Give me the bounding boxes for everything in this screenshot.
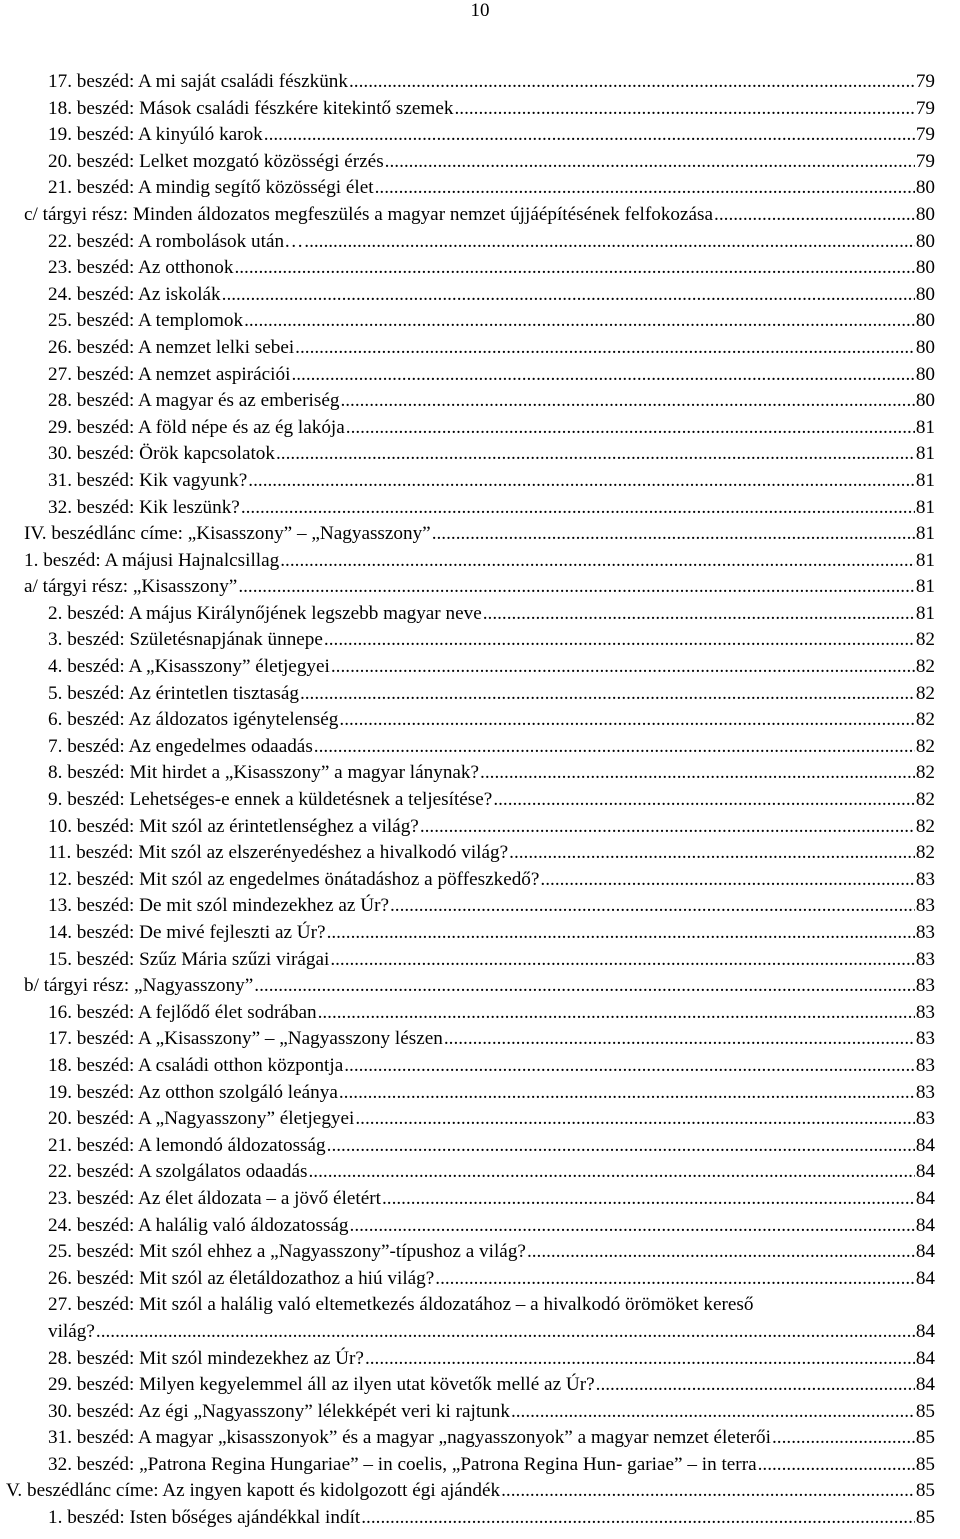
toc-entry[interactable] (0, 1106, 960, 1133)
toc-entry[interactable] (0, 229, 960, 256)
toc-entry[interactable] (0, 1080, 960, 1107)
toc-entry-row (24, 973, 935, 1000)
toc-entry-row (48, 681, 935, 708)
dot-leader (390, 893, 915, 920)
table-of-contents (0, 69, 960, 1532)
toc-entry-row (48, 1000, 935, 1027)
toc-entry-row (48, 1266, 935, 1293)
toc-entry-page: 81 (915, 469, 935, 491)
toc-entry-title: 18. beszéd: A családi otthon központja (48, 1054, 344, 1076)
toc-entry-title: 25. beszéd: Mit szól ehhez a „Nagyasszony”-típushoz a világ? (48, 1241, 526, 1263)
toc-entry-page: 84 (915, 1214, 935, 1236)
toc-entry-title: 4. beszéd: A „Kisasszony” életjegyei (48, 656, 330, 678)
toc-entry-row (48, 495, 935, 522)
toc-entry-title: 15. beszéd: Szűz Mária szűzi virágai (48, 948, 330, 970)
toc-entry-row (48, 814, 935, 841)
dot-leader (480, 760, 915, 787)
toc-entry[interactable] (0, 1133, 960, 1160)
dot-leader (340, 388, 914, 415)
toc-entry-row (48, 1346, 935, 1373)
dot-leader (365, 1346, 915, 1373)
toc-entry-page: 84 (915, 1187, 935, 1209)
toc-entry[interactable] (0, 69, 960, 96)
toc-entry-title: 25. beszéd: A templomok (48, 310, 244, 332)
toc-entry-page: 81 (915, 576, 935, 598)
toc-entry-row (48, 601, 935, 628)
toc-entry[interactable] (0, 627, 960, 654)
toc-entry-title: 18. beszéd: Mások családi fészkére kitekintő szemek (48, 97, 454, 119)
toc-entry[interactable] (0, 1478, 960, 1505)
toc-entry-page: 84 (915, 1374, 935, 1396)
toc-entry-row (48, 122, 935, 149)
dot-leader (350, 1213, 915, 1240)
toc-entry-page: 84 (915, 1241, 935, 1263)
toc-entry[interactable] (0, 175, 960, 202)
toc-entry-row (48, 734, 935, 761)
toc-entry-title: 19. beszéd: A kinyúló karok (48, 124, 263, 146)
toc-entry-title: 7. beszéd: Az engedelmes odaadás (48, 735, 313, 757)
toc-entry-row (48, 760, 935, 787)
toc-entry[interactable] (0, 548, 960, 575)
toc-entry-row (48, 1213, 935, 1240)
dot-leader (444, 1026, 915, 1053)
toc-entry-page: 84 (915, 1267, 935, 1289)
toc-entry-page: 80 (915, 177, 935, 199)
toc-entry-title: 31. beszéd: Kik vagyunk? (48, 469, 248, 491)
dot-leader (385, 149, 915, 176)
toc-entry-row (48, 229, 935, 256)
toc-entry-page: 80 (915, 203, 935, 225)
toc-entry-row (48, 840, 935, 867)
toc-entry-page: 81 (915, 602, 935, 624)
dot-leader (244, 308, 915, 335)
toc-entry-row (48, 654, 935, 681)
toc-entry-page: 81 (915, 416, 935, 438)
dot-leader (509, 840, 915, 867)
toc-entry[interactable] (0, 654, 960, 681)
toc-entry-page: 82 (915, 656, 935, 678)
dot-leader (344, 1053, 915, 1080)
dot-leader (483, 601, 915, 628)
toc-entry[interactable] (0, 308, 960, 335)
toc-entry-page: 80 (915, 310, 935, 332)
toc-entry-title: 6. beszéd: Az áldozatos igénytelenség (48, 709, 339, 731)
dot-leader (254, 973, 915, 1000)
toc-entry-row (48, 1239, 935, 1266)
toc-entry[interactable] (0, 867, 960, 894)
toc-entry-page: 79 (915, 124, 935, 146)
toc-entry-page: 84 (915, 1347, 935, 1369)
dot-leader (714, 202, 915, 229)
dot-leader (331, 654, 915, 681)
toc-entry-page: 82 (915, 629, 935, 651)
toc-entry-title: 19. beszéd: Az otthon szolgáló leánya (48, 1081, 338, 1103)
dot-leader (327, 1133, 915, 1160)
toc-entry-title: 32. beszéd: Kik leszünk? (48, 496, 240, 518)
dot-leader (493, 787, 915, 814)
toc-entry-page: 80 (915, 230, 935, 252)
toc-entry-row (48, 468, 935, 495)
dot-leader (375, 175, 915, 202)
toc-entry-page: 84 (915, 1134, 935, 1156)
dot-leader (772, 1425, 915, 1452)
toc-entry[interactable] (0, 415, 960, 442)
toc-entry[interactable] (0, 149, 960, 176)
toc-entry-row (48, 947, 935, 974)
toc-entry-row (48, 1133, 935, 1160)
dot-leader (339, 1080, 915, 1107)
toc-entry-title: 23. beszéd: Az élet áldozata – a jövő életért (48, 1187, 381, 1209)
toc-entry-row (48, 149, 935, 176)
toc-entry[interactable] (0, 1266, 960, 1293)
toc-entry-row (48, 1159, 935, 1186)
toc-entry-row (48, 627, 935, 654)
toc-entry-title: 9. beszéd: Lehetséges-e ennek a küldetésnek a teljesítése? (48, 789, 493, 811)
toc-entry[interactable] (0, 734, 960, 761)
dot-leader (454, 96, 914, 123)
toc-entry-page: 84 (915, 1161, 935, 1183)
toc-entry-row (48, 441, 935, 468)
toc-entry-row (48, 335, 935, 362)
toc-entry-title: 2. beszéd: A május Királynőjének legszebb magyar neve (48, 602, 482, 624)
dot-leader (330, 947, 915, 974)
toc-entry-page: 83 (915, 975, 935, 997)
toc-entry-title: 24. beszéd: Az iskolák (48, 283, 221, 305)
dot-leader (346, 415, 915, 442)
toc-entry-page: 83 (915, 1108, 935, 1130)
toc-entry-title: 22. beszéd: A rombolások után… (48, 230, 304, 252)
toc-entry[interactable] (0, 574, 960, 601)
toc-entry-row (48, 388, 935, 415)
dot-leader (318, 1000, 915, 1027)
toc-entry-row (48, 308, 935, 335)
toc-entry-title: 8. beszéd: Mit hirdet a „Kisasszony” a magyar lánynak? (48, 762, 480, 784)
toc-entry-title: 5. beszéd: Az érintetlen tisztaság (48, 682, 299, 704)
toc-entry-row (48, 96, 935, 123)
toc-entry[interactable] (0, 282, 960, 309)
toc-entry[interactable] (0, 521, 960, 548)
toc-entry-title: 11. beszéd: Mit szól az elszerényedéshez a hivalkodó világ? (48, 842, 509, 864)
dot-leader (309, 1159, 915, 1186)
toc-entry[interactable] (0, 760, 960, 787)
toc-entry-title: 32. beszéd: „Patrona Regina Hungariae” – in coelis, „Patrona Regina Hun- gariae” – in terra (48, 1453, 757, 1475)
toc-entry-row (48, 920, 935, 947)
toc-entry[interactable] (0, 96, 960, 123)
toc-entry-page: 82 (915, 709, 935, 731)
page-number: 10 (470, 0, 490, 21)
toc-entry-title: 27. beszéd: A nemzet aspirációi (48, 363, 291, 385)
toc-entry[interactable] (0, 1292, 960, 1319)
dot-leader (314, 734, 915, 761)
dot-leader (291, 362, 914, 389)
toc-entry-title: 1. beszéd: A májusi Hajnalcsillag (24, 549, 280, 571)
toc-entry[interactable] (0, 707, 960, 734)
toc-entry[interactable] (0, 1186, 960, 1213)
toc-entry[interactable] (0, 1346, 960, 1373)
dot-leader (511, 1399, 915, 1426)
toc-entry[interactable] (0, 202, 960, 229)
toc-entry[interactable] (0, 1053, 960, 1080)
toc-entry-page: 80 (915, 283, 935, 305)
dot-leader (96, 1319, 915, 1346)
toc-entry-title: V. beszédlánc címe: Az ingyen kapott és kidolgozott égi ajándék (6, 1480, 501, 1502)
toc-entry-row (48, 867, 935, 894)
toc-entry-title: 21. beszéd: A mindig segítő közösségi élet (48, 177, 374, 199)
toc-entry-row (48, 1372, 935, 1399)
dot-leader (264, 122, 915, 149)
toc-entry-title: világ? (48, 1320, 95, 1342)
toc-entry-page: 85 (915, 1400, 935, 1422)
toc-entry[interactable] (0, 1159, 960, 1186)
toc-entry-title: 22. beszéd: A szolgálatos odaadás (48, 1161, 308, 1183)
dot-leader (327, 920, 915, 947)
toc-entry-row (48, 893, 935, 920)
toc-entry-row (48, 1452, 935, 1479)
toc-entry[interactable] (0, 335, 960, 362)
toc-entry-row (48, 1080, 935, 1107)
toc-entry-row (6, 1478, 935, 1505)
toc-entry-row (48, 1186, 935, 1213)
toc-entry-title: 26. beszéd: Mit szól az életáldozathoz a hiú világ? (48, 1267, 435, 1289)
toc-entry-row (48, 707, 935, 734)
toc-entry[interactable] (0, 1213, 960, 1240)
dot-leader (304, 229, 915, 256)
toc-entry[interactable] (0, 1319, 960, 1346)
toc-entry-row (48, 1319, 935, 1346)
toc-entry-page: 85 (915, 1427, 935, 1449)
toc-entry-title: b/ tárgyi rész: „Nagyasszony” (24, 975, 254, 997)
toc-entry[interactable] (0, 1372, 960, 1399)
dot-leader (234, 255, 914, 282)
toc-entry-page: 83 (915, 1001, 935, 1023)
dot-leader (280, 548, 915, 575)
toc-entry-title: 28. beszéd: A magyar és az emberiség (48, 390, 340, 412)
toc-entry[interactable] (0, 601, 960, 628)
toc-entry-title: 1. beszéd: Isten bőséges ajándékkal indít (48, 1507, 361, 1529)
toc-entry[interactable] (0, 441, 960, 468)
toc-entry-page: 80 (915, 390, 935, 412)
toc-entry[interactable] (0, 840, 960, 867)
dot-leader (758, 1452, 915, 1479)
toc-entry-row (48, 787, 935, 814)
toc-entry-row (48, 415, 935, 442)
toc-entry-title: 29. beszéd: A föld népe és az ég lakója (48, 416, 345, 438)
toc-entry-page: 85 (915, 1480, 935, 1502)
toc-entry-page: 85 (915, 1507, 935, 1529)
toc-entry-page: 83 (915, 948, 935, 970)
dot-leader (435, 1266, 915, 1293)
dot-leader (432, 521, 915, 548)
toc-entry-row (48, 362, 935, 389)
toc-entry[interactable] (0, 1000, 960, 1027)
dot-leader (300, 681, 915, 708)
toc-entry[interactable] (0, 388, 960, 415)
toc-entry-page: 82 (915, 735, 935, 757)
toc-entry-row (48, 69, 935, 96)
toc-entry-page: 79 (915, 97, 935, 119)
toc-entry-page: 83 (915, 922, 935, 943)
toc-entry-page: 82 (915, 682, 935, 704)
toc-entry[interactable] (0, 1026, 960, 1053)
toc-entry-title: 24. beszéd: A halálig való áldozatosság (48, 1214, 349, 1236)
toc-entry-title: IV. beszédlánc címe: „Kisasszony” – „Nagyasszony” (24, 523, 431, 545)
toc-entry-row (48, 1292, 935, 1319)
dot-leader (324, 627, 915, 654)
dot-leader (339, 707, 914, 734)
toc-entry-page: 82 (915, 842, 935, 864)
toc-entry-title: 30. beszéd: Az égi „Nagyasszony” lélekképét veri ki rajtunk (48, 1400, 510, 1422)
toc-entry[interactable] (0, 973, 960, 1000)
toc-entry-title: 14. beszéd: De mivé fejleszti az Úr? (48, 922, 326, 943)
toc-entry[interactable] (0, 1399, 960, 1426)
toc-entry[interactable] (0, 1239, 960, 1266)
toc-entry-title: 17. beszéd: A mi saját családi fészkünk (48, 71, 348, 92)
toc-entry[interactable] (0, 787, 960, 814)
toc-entry-title: 28. beszéd: Mit szól mindezekhez az Úr? (48, 1347, 364, 1369)
dot-leader (355, 1106, 914, 1133)
toc-entry-title: 27. beszéd: Mit szól a halálig való eltemetkezés áldozatához – a hivalkodó örömöket kereső (48, 1294, 754, 1316)
toc-entry[interactable] (0, 681, 960, 708)
dot-leader (222, 282, 915, 309)
toc-entry-title: a/ tárgyi rész: „Kisasszony” (24, 576, 238, 598)
dot-leader (361, 1505, 915, 1532)
toc-entry-page: 80 (915, 363, 935, 385)
toc-entry-page: 85 (915, 1453, 935, 1475)
toc-entry-row (48, 1425, 935, 1452)
dot-leader (501, 1478, 915, 1505)
dot-leader (420, 814, 915, 841)
toc-entry-title: 12. beszéd: Mit szól az engedelmes önátadáshoz a pöffeszkedő? (48, 868, 540, 890)
toc-entry-page: 82 (915, 762, 935, 784)
toc-entry-title: 21. beszéd: A lemondó áldozatosság (48, 1134, 326, 1156)
toc-entry-page: 79 (915, 71, 935, 92)
toc-entry-title: 10. beszéd: Mit szól az érintetlenséghez a világ? (48, 815, 419, 837)
toc-entry-row (24, 574, 935, 601)
dot-leader (540, 867, 914, 894)
toc-entry-page: 81 (915, 496, 935, 518)
toc-entry[interactable] (0, 893, 960, 920)
toc-entry[interactable] (0, 1505, 960, 1532)
toc-entry-row (24, 521, 935, 548)
toc-entry-title: 17. beszéd: A „Kisasszony” – „Nagyasszony lészen (48, 1028, 443, 1050)
toc-entry-row (48, 1106, 935, 1133)
toc-entry-page: 83 (915, 868, 935, 890)
dot-leader (238, 574, 915, 601)
dot-leader (382, 1186, 915, 1213)
toc-entry-page: 79 (915, 150, 935, 172)
toc-entry-title: 3. beszéd: Születésnapjának ünnepe (48, 629, 323, 651)
toc-entry[interactable] (0, 920, 960, 947)
toc-entry-title: 20. beszéd: Lelket mozgató közösségi érzés (48, 150, 384, 172)
toc-entry-page: 81 (915, 523, 935, 545)
toc-entry-title: 23. beszéd: Az otthonok (48, 257, 234, 279)
toc-entry-title: 26. beszéd: A nemzet lelki sebei (48, 336, 295, 358)
toc-entry-title: 13. beszéd: De mit szól mindezekhez az Úr? (48, 895, 389, 917)
dot-leader (241, 495, 915, 522)
toc-entry-row (48, 1505, 935, 1532)
toc-entry-row (48, 255, 935, 282)
toc-entry-row (48, 1053, 935, 1080)
toc-entry-page: 80 (915, 257, 935, 279)
toc-entry-page: 81 (915, 549, 935, 571)
toc-entry-row (48, 175, 935, 202)
toc-entry-page: 80 (915, 336, 935, 358)
toc-entry[interactable] (0, 1425, 960, 1452)
toc-entry[interactable] (0, 362, 960, 389)
toc-entry-page: 83 (915, 1054, 935, 1076)
toc-entry-page: 83 (915, 1028, 935, 1050)
toc-entry[interactable] (0, 468, 960, 495)
dot-leader (276, 441, 915, 468)
toc-entry-page: 82 (915, 789, 935, 811)
toc-entry-title: c/ tárgyi rész: Minden áldozatos megfeszülés a magyar nemzet újjáépítésének felfokozása (24, 203, 714, 225)
toc-entry-title: 20. beszéd: A „Nagyasszony” életjegyei (48, 1108, 355, 1130)
dot-leader (248, 468, 915, 495)
toc-entry[interactable] (0, 495, 960, 522)
dot-leader (527, 1239, 915, 1266)
toc-entry[interactable] (0, 122, 960, 149)
toc-entry-page: 82 (915, 815, 935, 837)
toc-entry-row (48, 1026, 935, 1053)
toc-entry-row (24, 548, 935, 575)
toc-entry-title: 30. beszéd: Örök kapcsolatok (48, 443, 275, 465)
toc-entry[interactable] (0, 947, 960, 974)
toc-entry[interactable] (0, 1452, 960, 1479)
toc-entry[interactable] (0, 255, 960, 282)
toc-entry-title: 31. beszéd: A magyar „kisasszonyok” és a magyar „nagyasszonyok” a magyar nemzet életerői (48, 1427, 771, 1449)
toc-entry-page: 84 (915, 1320, 935, 1342)
toc-entry-row (48, 1399, 935, 1426)
dot-leader (349, 69, 915, 96)
dot-leader (596, 1372, 915, 1399)
toc-entry-page: 83 (915, 1081, 935, 1103)
toc-entry-row (24, 202, 935, 229)
toc-entry-title: 29. beszéd: Milyen kegyelemmel áll az ilyen utat követők mellé az Úr? (48, 1374, 595, 1396)
toc-entry-page: 81 (915, 443, 935, 465)
toc-entry-row (48, 282, 935, 309)
toc-entry-page: 83 (915, 895, 935, 917)
dot-leader (295, 335, 915, 362)
toc-entry-title: 16. beszéd: A fejlődő élet sodrában (48, 1001, 317, 1023)
toc-entry[interactable] (0, 814, 960, 841)
